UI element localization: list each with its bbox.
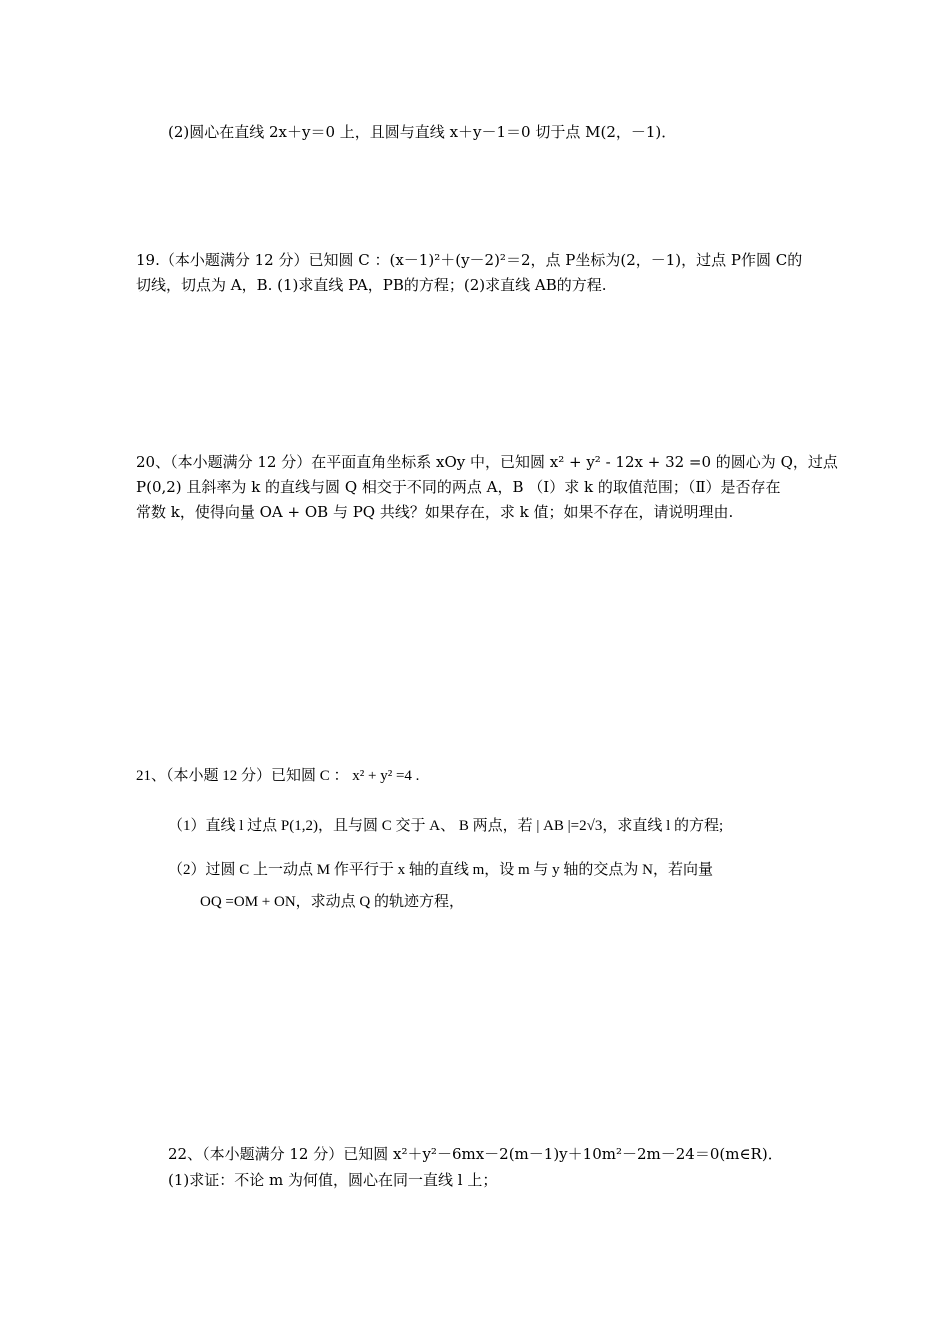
q19-line1: 19.（本小题满分 12 分）已知圆 C ：(x－1)²＋(y－2)²＝2，点 P坐标为(2，－1)，过点 P作圆 C的 [136, 251, 803, 269]
q21-line1: 21、（本小题 12 分）已知圆 C ： x² + y² =4 . [136, 768, 420, 784]
q21-line2: （1）直线 l 过点 P(1,2)，且与圆 C 交于 A、 B 两点，若 | AB |=2√3，求直线 l 的方程; [168, 818, 724, 834]
q18-part2-text: (2)圆心在直线 2x＋y＝0 上，且圆与直线 x＋y－1＝0 切于点 M(2，－1)． [168, 123, 677, 141]
q22-line2: (1)求证：不论 m 为何值，圆心在同一直线 l 上； [168, 1171, 498, 1189]
q21-line4: OQ =OM + ON，求动点 Q 的轨迹方程， [200, 894, 465, 910]
q20-line1: 20、（本小题满分 12 分）在平面直角坐标系 xOy 中，已知圆 x² + y² - 12x + 32 =0 的圆心为 Q，过点 [136, 453, 838, 471]
q21-line3: （2）过圆 C 上一动点 M 作平行于 x 轴的直线 m，设 m 与 y 轴的交点为 N，若向量 [168, 862, 714, 878]
q19-line2: 切线，切点为 A，B. (1)求直线 PA，PB的方程；(2)求直线 AB的方程. [136, 276, 607, 294]
q22-line1: 22、（本小题满分 12 分）已知圆 x²＋y²－6mx－2(m－1)y＋10m²－2m－24＝0(m∈R)． [168, 1145, 783, 1163]
q20-line3: 常数 k，使得向量 OA + OB 与 PQ 共线？如果存在，求 k 值；如果不存在，请说明理由. [136, 503, 734, 521]
q20-line2: P(0,2) 且斜率为 k 的直线与圆 Q 相交于不同的两点 A，B （Ⅰ）求 k 的取值范围；（Ⅱ）是否存在 [136, 478, 781, 496]
